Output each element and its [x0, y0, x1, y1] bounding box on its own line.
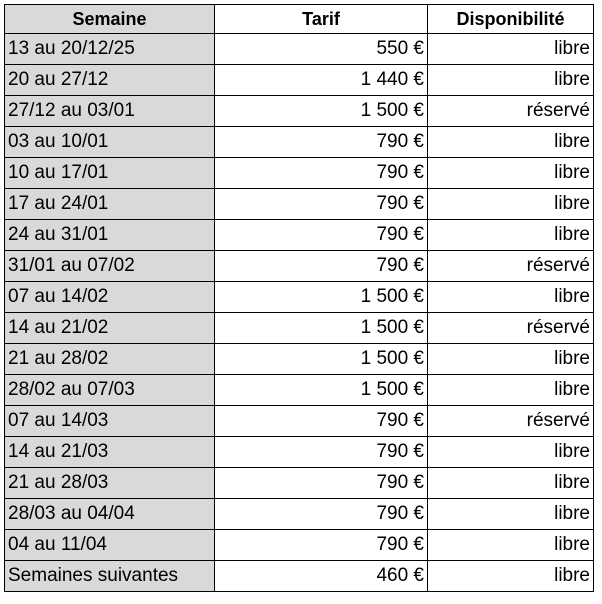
table-row [5, 468, 594, 499]
price-cell: 1 500 € [215, 375, 428, 406]
table-row [5, 313, 594, 344]
price-cell: 790 € [215, 251, 428, 282]
header-price: Tarif [215, 5, 428, 34]
header-row [5, 5, 594, 34]
table-row [5, 189, 594, 220]
table-row [5, 406, 594, 437]
week-cell: 24 au 31/01 [5, 220, 215, 251]
table-row [5, 65, 594, 96]
table-row [5, 96, 594, 127]
table-row [5, 220, 594, 251]
week-cell: 14 au 21/03 [5, 437, 215, 468]
price-cell: 550 € [215, 34, 428, 65]
table-body [5, 34, 594, 592]
availability-cell: libre [428, 375, 594, 406]
availability-cell: libre [428, 437, 594, 468]
week-cell: Semaines suivantes [5, 561, 215, 592]
price-cell: 790 € [215, 127, 428, 158]
table-row [5, 530, 594, 561]
week-cell: 21 au 28/02 [5, 344, 215, 375]
price-cell: 1 440 € [215, 65, 428, 96]
table-row [5, 282, 594, 313]
availability-cell: libre [428, 158, 594, 189]
price-cell: 460 € [215, 561, 428, 592]
availability-cell: libre [428, 220, 594, 251]
availability-cell: libre [428, 499, 594, 530]
price-cell: 1 500 € [215, 344, 428, 375]
price-cell: 790 € [215, 220, 428, 251]
availability-table [4, 4, 594, 592]
week-cell: 28/02 au 07/03 [5, 375, 215, 406]
table-row [5, 251, 594, 282]
price-cell: 790 € [215, 158, 428, 189]
availability-cell: réservé [428, 406, 594, 437]
price-cell: 790 € [215, 468, 428, 499]
availability-cell: libre [428, 34, 594, 65]
price-cell: 790 € [215, 530, 428, 561]
week-cell: 07 au 14/02 [5, 282, 215, 313]
table-row [5, 437, 594, 468]
price-cell: 790 € [215, 499, 428, 530]
week-cell: 04 au 11/04 [5, 530, 215, 561]
availability-cell: libre [428, 282, 594, 313]
week-cell: 17 au 24/01 [5, 189, 215, 220]
price-cell: 1 500 € [215, 96, 428, 127]
week-cell: 10 au 17/01 [5, 158, 215, 189]
header-week: Semaine [5, 5, 215, 34]
availability-cell: libre [428, 127, 594, 158]
availability-cell: libre [428, 530, 594, 561]
price-cell: 790 € [215, 406, 428, 437]
table-row [5, 499, 594, 530]
availability-cell: libre [428, 65, 594, 96]
week-cell: 14 au 21/02 [5, 313, 215, 344]
table-row [5, 127, 594, 158]
availability-cell: réservé [428, 251, 594, 282]
availability-cell: libre [428, 468, 594, 499]
week-cell: 07 au 14/03 [5, 406, 215, 437]
week-cell: 13 au 20/12/25 [5, 34, 215, 65]
week-cell: 27/12 au 03/01 [5, 96, 215, 127]
week-cell: 21 au 28/03 [5, 468, 215, 499]
week-cell: 28/03 au 04/04 [5, 499, 215, 530]
availability-cell: réservé [428, 96, 594, 127]
week-cell: 20 au 27/12 [5, 65, 215, 96]
price-cell: 1 500 € [215, 313, 428, 344]
availability-cell: réservé [428, 313, 594, 344]
table-row [5, 158, 594, 189]
table-row [5, 375, 594, 406]
availability-cell: libre [428, 189, 594, 220]
table-row [5, 561, 594, 592]
price-cell: 790 € [215, 189, 428, 220]
table-row [5, 344, 594, 375]
table-row [5, 34, 594, 65]
price-cell: 1 500 € [215, 282, 428, 313]
header-availability: Disponibilité [428, 5, 594, 34]
week-cell: 31/01 au 07/02 [5, 251, 215, 282]
availability-cell: libre [428, 561, 594, 592]
price-cell: 790 € [215, 437, 428, 468]
week-cell: 03 au 10/01 [5, 127, 215, 158]
availability-cell: libre [428, 344, 594, 375]
